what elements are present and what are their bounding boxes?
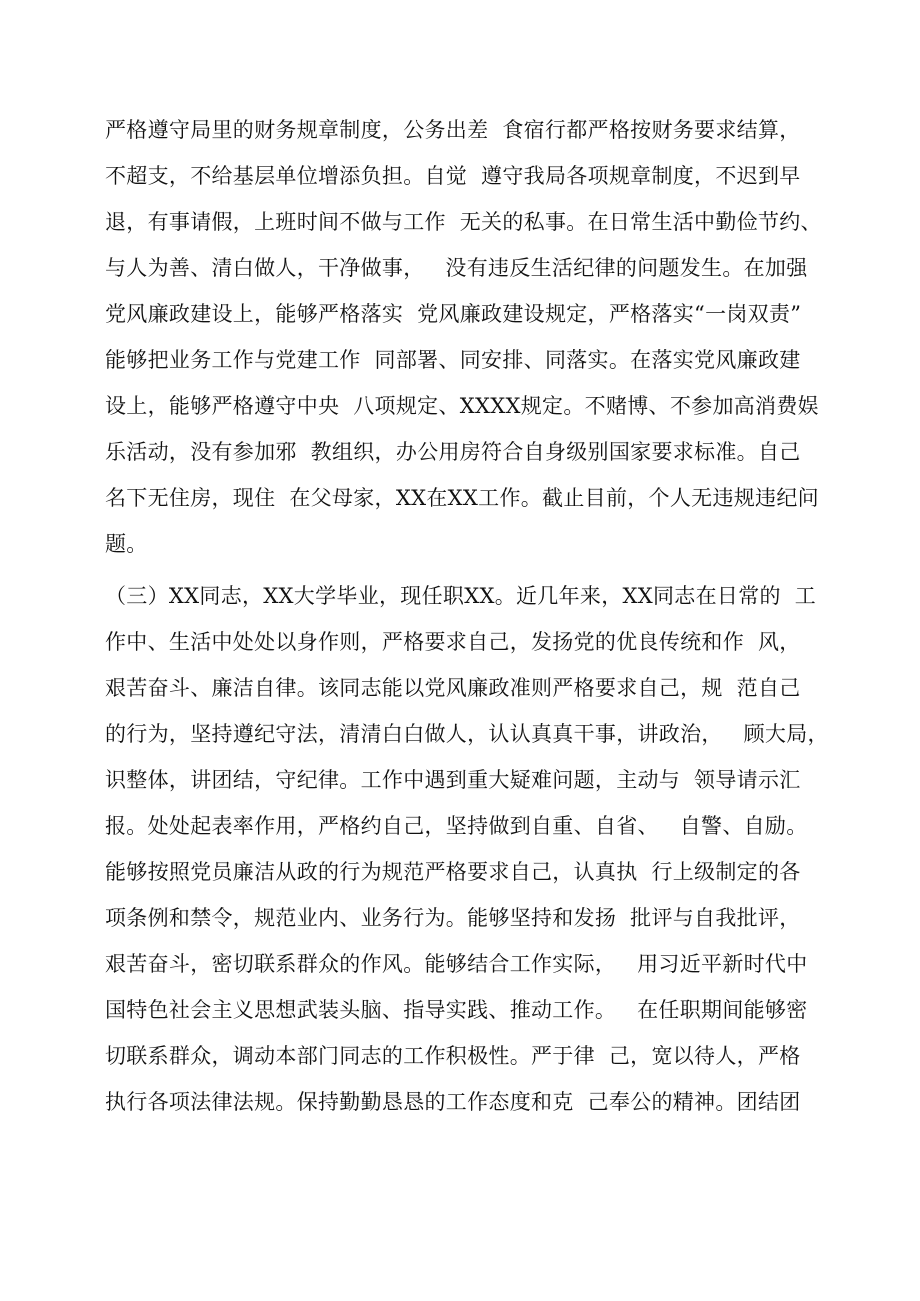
text-line: 作中、生活中处处以身作则，严格要求自己，发扬党的优良传统和作 风，: [105, 630, 801, 654]
text-line: 项条例和禁令，规范业内、业务行为。能够坚持和发扬 批评与自我批评，: [105, 906, 801, 930]
text-line: 能够把业务工作与党建工作 同部署、同安排、同落实。在落实党风廉政建: [105, 348, 801, 372]
text-line: 识整体，讲团结，守纪律。工作中遇到重大疑难问题，主动与 领导请示汇: [105, 768, 801, 792]
text-line: 执行各项法律法规。保持勤勤恳恳的工作态度和克 己奉公的精神。团结团: [105, 1090, 801, 1114]
text-line: 切联系群众，调动本部门同志的工作积极性。严于律 己，宽以待人，严格: [105, 1044, 801, 1068]
text-line: 严格遵守局里的财务规章制度，公务出差 食宿行都严格按财务要求结算，: [105, 118, 801, 142]
text-line: 设上，能够严格遵守中央 八项规定、XXXX规定。不赌博、不参加高消费娱: [105, 394, 819, 418]
text-line: 艰苦奋斗，密切联系群众的作风。能够结合工作实际， 用习近平新时代中: [105, 952, 808, 976]
text-line: 与人为善、清白做人，干净做事， 没有违反生活纪律的问题发生。在加强: [105, 256, 808, 280]
text-line: 乐活动，没有参加邪 教组织，办公用房符合自身级别国家要求标准。自己: [105, 440, 801, 464]
text-line: 退，有事请假，上班时间不做与工作 无关的私事。在日常生活中勤俭节约、: [105, 210, 822, 234]
text-line: 国特色社会主义思想武装头脑、指导实践、推动工作。 在任职期间能够密: [105, 998, 808, 1022]
text-line: 党风廉政建设上，能够严格落实 党风廉政建设规定，严格落实“一岗双责”: [105, 302, 802, 326]
text-line: 名下无住房，现住 在父母家，XX在XX工作。截止目前，个人无违规违纪问: [105, 486, 819, 510]
text-line: 题。: [105, 532, 148, 556]
section-heading-line: （三）XX同志，XX大学毕业，现任职XX。近几年来，XX同志在日常的 工: [105, 584, 817, 608]
text-line: 报。处处起表率作用，严格约自己，坚持做到自重、自省、 自警、自励。: [105, 814, 808, 838]
text-line: 艰苦奋斗、廉洁自律。该同志能以党风廉政准则严格要求自己，规 范自己: [105, 676, 801, 700]
text-line: 的行为，坚持遵纪守法，清清白白做人，认认真真干事，讲政治， 顾大局，: [105, 722, 829, 746]
text-line: 能够按照党员廉洁从政的行为规范严格要求自己，认真执 行上级制定的各: [105, 860, 801, 884]
text-line: 不超支，不给基层单位增添负担。自觉 遵守我局各项规章制度，不迟到早: [105, 164, 801, 188]
